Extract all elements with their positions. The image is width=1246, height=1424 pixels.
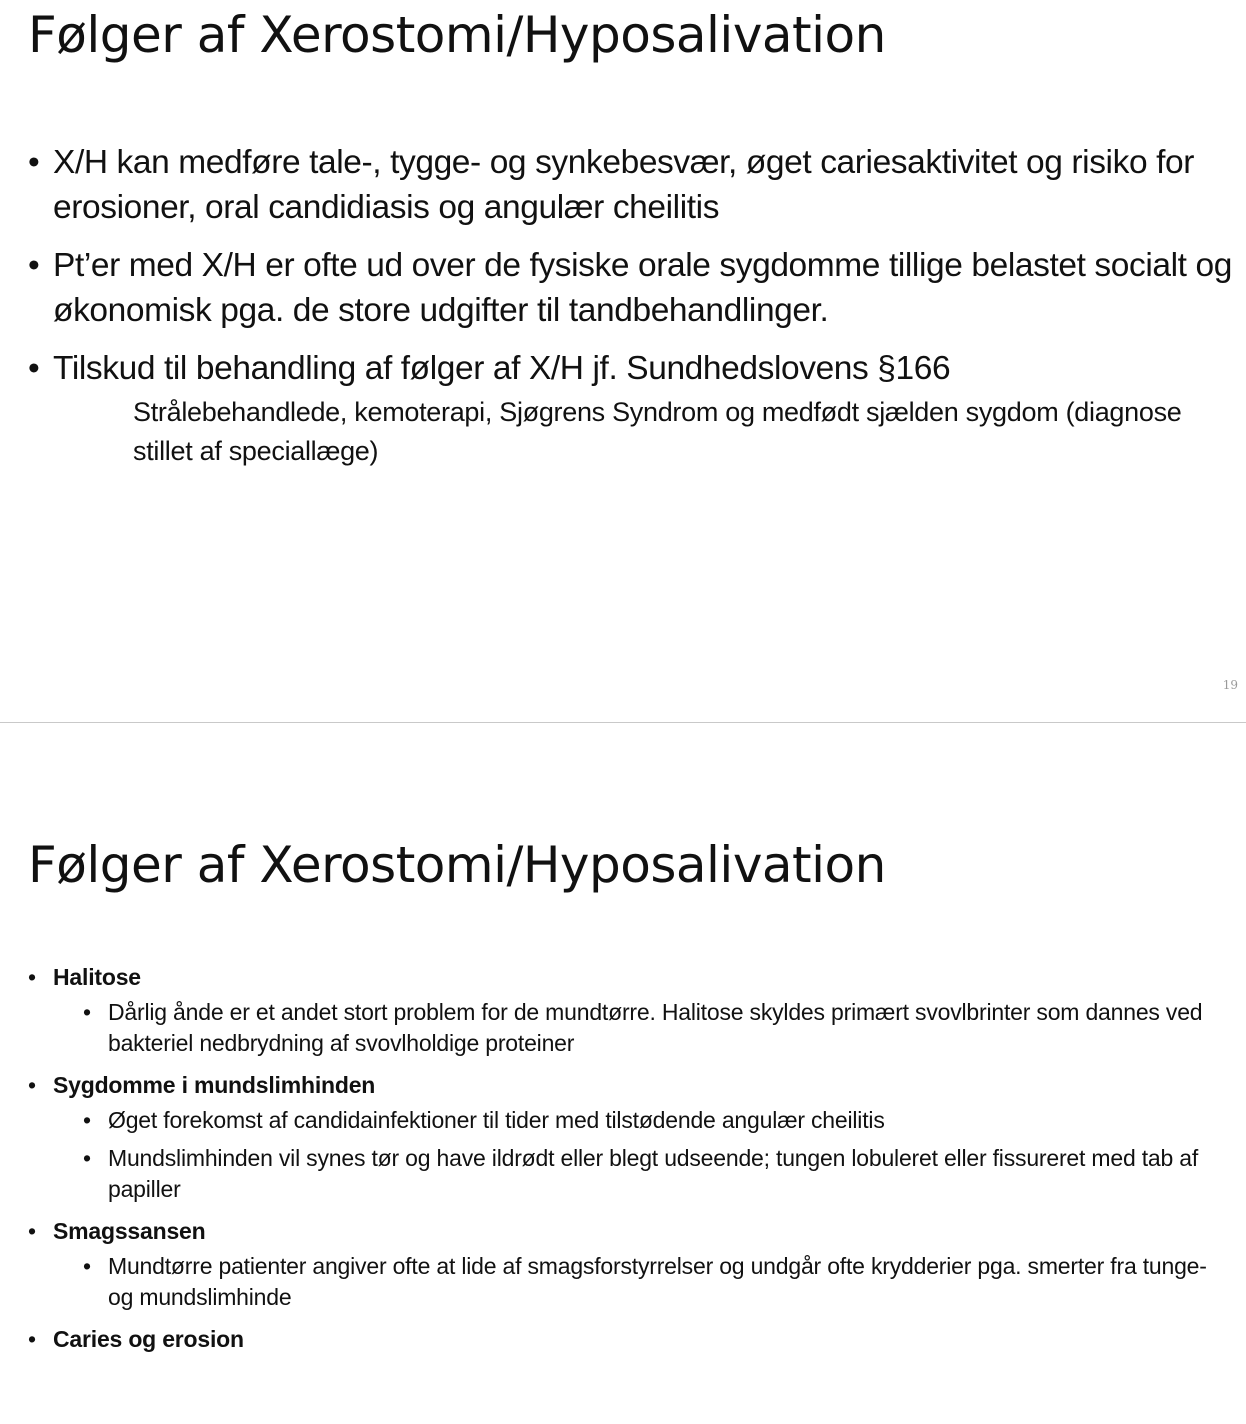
list-item (53, 1105, 1238, 1136)
section-heading-text: Halitose (53, 964, 141, 990)
section-heading (28, 961, 1238, 993)
slide-20 (0, 746, 1246, 1424)
section-heading-text: Caries og erosion (53, 1326, 244, 1352)
bullet-text: Tilskud til behandling af følger af X/H jf. Sundhedslovens §166 (53, 350, 951, 387)
section-item (28, 1215, 1238, 1313)
sub-item-text: Mundtørre patienter angiver ofte at lide af smagsforstyrrelser og undgår ofte krydderier pga. smerter fra tunge- og mundslimhinde (108, 1253, 1207, 1310)
section-item (28, 961, 1238, 1059)
list-item (53, 997, 1238, 1059)
bullet-icon: • (83, 1107, 91, 1133)
section-heading-text: Sygdomme i mundslimhinden (53, 1072, 376, 1098)
slide-title: Følger af Xerostomi/Hyposalivation (28, 836, 886, 894)
section-heading (28, 1069, 1238, 1101)
list-item (53, 1251, 1238, 1313)
bullet-icon: • (83, 1145, 91, 1171)
list-item (28, 346, 1238, 471)
bullet-icon: • (28, 247, 40, 284)
sub-list (53, 1251, 1238, 1313)
list-item (28, 140, 1238, 230)
bullet-icon: • (28, 1072, 36, 1098)
bullet-icon: • (83, 999, 91, 1025)
section-item (28, 1323, 1238, 1355)
sub-item-text: Dårlig ånde er et andet stort problem for de mundtørre. Halitose skyldes primært svovlbrinter som dannes ved bakteriel nedbrydning af svovlholdige proteiner (108, 999, 1203, 1056)
bullet-icon: • (28, 1218, 36, 1244)
section-item (28, 1069, 1238, 1205)
bullet-text: Pt’er med X/H er ofte ud over de fysiske orale sygdomme tillige belastet socialt og økonomisk pga. de store udgifter til tandbehandlinger. (53, 247, 1232, 329)
list-item (53, 1143, 1238, 1205)
bullet-icon: • (28, 144, 40, 181)
bullet-list (28, 140, 1238, 484)
section-heading (28, 1215, 1238, 1247)
list-item (28, 243, 1238, 333)
section-heading (28, 1323, 1238, 1355)
bullet-icon: • (83, 1253, 91, 1279)
section-heading-text: Smagssansen (53, 1218, 206, 1244)
slide-title: Følger af Xerostomi/Hyposalivation (28, 6, 886, 64)
sub-list (53, 1105, 1238, 1205)
sub-item-text: Øget forekomst af candidainfektioner til tider med tilstødende angulær cheilitis (108, 1107, 885, 1133)
indented-note: Strålebehandlede, kemoterapi, Sjøgrens Syndrom og medfødt sjælden sygdom (diagnose stillet af speciallæge) (133, 397, 1182, 466)
sub-item-text: Mundslimhinden vil synes tør og have ildrødt eller blegt udseende; tungen lobuleret eller fissureret med tab af papiller (108, 1145, 1199, 1202)
page-number: 19 (1222, 678, 1238, 692)
sub-list (53, 997, 1238, 1059)
bullet-list (28, 961, 1238, 1365)
bullet-icon: • (28, 1326, 36, 1352)
bullet-text: X/H kan medføre tale-, tygge- og synkebesvær, øget cariesaktivitet og risiko for erosioner, oral candidiasis og angulær cheilitis (53, 144, 1194, 226)
slide-separator (0, 722, 1246, 723)
bullet-icon: • (28, 964, 36, 990)
bullet-icon: • (28, 350, 40, 387)
